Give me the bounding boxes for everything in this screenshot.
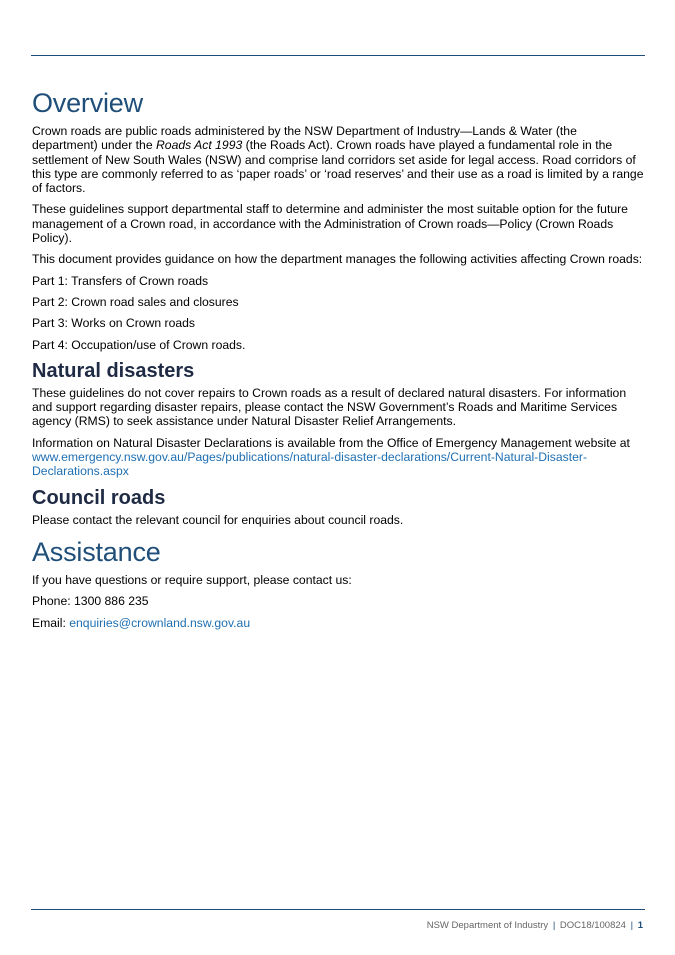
overview-paragraph-1 [32, 124, 644, 195]
council-roads-paragraph: Please contact the relevant council for enquiries about council roads. [32, 512, 404, 527]
natural-disasters-heading: Natural disasters [32, 359, 195, 382]
assistance-paragraph: If you have questions or require support, please contact us: [32, 572, 352, 587]
roads-act-title: Roads Act 1993 [155, 138, 243, 153]
overview-p1-text-b: (the Roads Act). Crown roads have played a fundamental role in the settlement of New South Wales (NSW) and comprise land corridors set aside for legal access. Road corridors of this type are commonly referred to as ‘paper roads’ or ‘road reserves’ and their use as a road is limited by a range of factors. [32, 138, 644, 196]
page-number: 1 [637, 920, 643, 931]
footer-separator-2: | [630, 920, 634, 931]
footer-rule [31, 909, 645, 910]
natural-disasters-paragraph-2 [32, 436, 644, 479]
email-label: Email: [32, 615, 70, 630]
footer-org: NSW Department of Industry [426, 920, 549, 931]
footer-separator-1: | [552, 920, 556, 931]
part-3-item: Part 3: Works on Crown roads [32, 316, 196, 331]
overview-paragraph-2: These guidelines support departmental staff to determine and administer the most suitable option for the future management of a Crown road, in accordance with the Administration of Crown roads—Policy (Crown Roads Policy). [32, 202, 628, 246]
phone-line: Phone: 1300 886 235 [32, 594, 149, 609]
email-line [32, 616, 644, 630]
page-footer [427, 920, 643, 931]
header-rule [31, 55, 645, 56]
overview-heading: Overview [32, 88, 143, 118]
emergency-website-link[interactable]: www.emergency.nsw.gov.au/Pages/publications/natural-disaster-declarations/Current-Natural-Disaster-Declarations.aspx [32, 450, 587, 479]
footer-doc-id: DOC18/100824 [559, 920, 626, 931]
assistance-heading: Assistance [32, 536, 161, 567]
overview-paragraph-3: This document provides guidance on how the department manages the following activities affecting Crown roads: [32, 252, 643, 267]
part-4-item: Part 4: Occupation/use of Crown roads. [32, 337, 246, 352]
natural-disasters-paragraph-1: These guidelines do not cover repairs to Crown roads as a result of declared natural disasters. For information and support regarding disaster repairs, please contact the NSW Government’s Roads and Maritime Services agency (RMS) to seek assistance under Natural Disaster Relief Arrangements. [32, 385, 627, 429]
natural-disasters-p2-text: Information on Natural Disaster Declarations is available from the Office of Emergency Management website at [32, 435, 630, 450]
document-body [32, 86, 644, 637]
part-1-item: Part 1: Transfers of Crown roads [32, 273, 209, 288]
council-roads-heading: Council roads [32, 486, 166, 509]
email-link[interactable]: enquiries@crownland.nsw.gov.au [69, 615, 251, 630]
overview-p1-text-a: Crown roads are public roads administered by the NSW Department of Industry—Lands & Water (the department) under the [32, 124, 577, 153]
part-2-item: Part 2: Crown road sales and closures [32, 294, 239, 309]
